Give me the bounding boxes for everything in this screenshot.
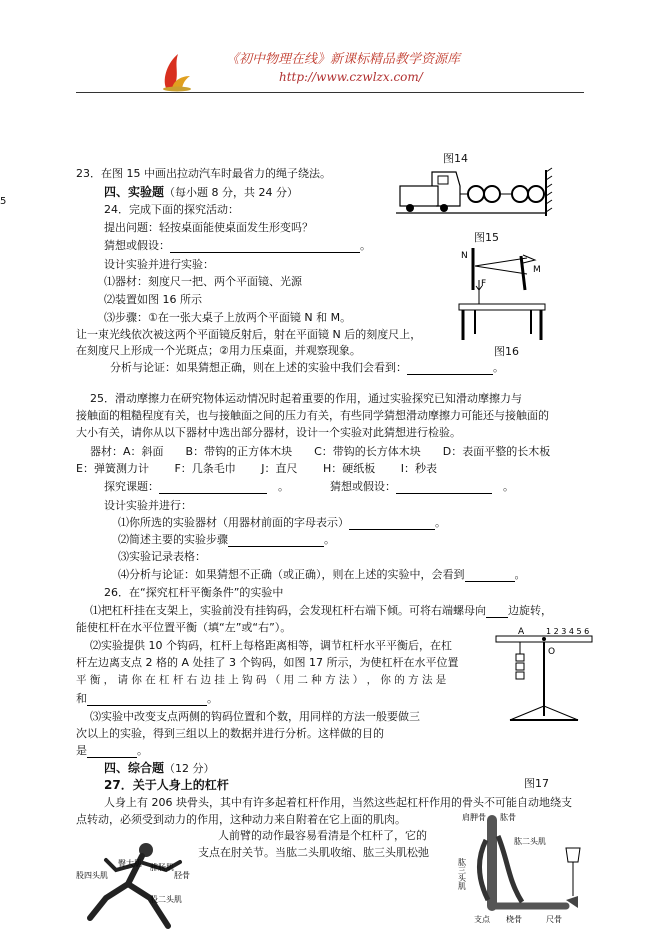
q25-sub4-label: ⑷分析与论证：如果猜想不正确（或正确），则在上述的实验中，会看到: [118, 568, 465, 581]
q24-analysis: 分析与论证：如果猜想正确，则在上述的实验中我们会看到： 。: [110, 361, 504, 374]
q26-line1a: ⑴把杠杆挂在支架上，实验前没有挂钩码，会发现杠杆右端下倾。可将右端螺母向: [90, 604, 486, 617]
runner-label-3: 胫骨: [174, 871, 190, 880]
q26-direction-blank[interactable]: [486, 606, 508, 618]
logo-icon: [160, 52, 194, 92]
q24-intro: 24．完成下面的探究活动：: [104, 203, 239, 216]
fig15-caption: 图15: [474, 231, 499, 244]
q24-step1: ⑶步骤：①在一张大桌子上放两个平面镜 N 和 M。: [104, 311, 352, 324]
q24-hypothesis-blank[interactable]: [170, 241, 360, 253]
q24-hypothesis-label: 猜想或假设：: [104, 239, 170, 252]
q25-sub2: ⑵简述主要的实验步骤 。: [118, 533, 335, 546]
q25-line2: 接触面的粗糙程度有关，也与接触面之间的压力有关，有些同学猜想滑动摩擦力可能还与接触面的: [76, 409, 549, 422]
fig16-label-n: N: [461, 251, 468, 261]
fig16-label-f: F: [481, 279, 487, 289]
q25-sub1: ⑴你所选的实验器材（用器材前面的字母表示） 。: [118, 516, 446, 529]
section-comprehensive-label: 四、综合题: [104, 761, 165, 775]
q27-line1: 人身上有 206 块骨头，其中有许多起着杠杆作用，当然这些起杠杆作用的骨头不可能自动地绕支: [104, 796, 572, 809]
q27-line4: 支点在肘关节。当肱二头肌收缩、肱三头肌松弛: [198, 846, 429, 859]
q25-topic-label: 探究课题：: [104, 480, 159, 493]
fig17-caption: 图17: [524, 777, 549, 790]
arm-label-0: 肩胛骨: [462, 813, 486, 822]
q27-line3: 人前臂的动作最容易看清是个杠杆了，它的: [218, 829, 427, 842]
q24-design: 设计实验并进行实验：: [104, 258, 214, 271]
q25-hypothesis-blank[interactable]: [396, 482, 492, 494]
q26-line1b: 边旋转，: [508, 604, 552, 617]
fig16-table-diagram: [455, 246, 555, 342]
header-rule: [76, 92, 584, 93]
q25-design: 设计实验并进行：: [104, 499, 192, 512]
fig16-label-m: M: [533, 265, 541, 275]
fig17-label-o: O: [548, 647, 556, 657]
header-url[interactable]: http://www.czwlzx.com/: [279, 70, 423, 84]
q26-line1: [90, 602, 552, 618]
arm-label-2: 肱二头肌: [514, 837, 546, 846]
header-title: 《初中物理在线》新课标精品教学资源库: [226, 52, 461, 67]
q25-hypothesis: 猜想或假设： 。: [330, 480, 514, 493]
q25-sub2-label: ⑵简述主要的实验步骤: [118, 533, 228, 546]
q25-sub4-blank[interactable]: [465, 570, 515, 582]
q26-line5: 平 衡 ， 请 你 在 杠 杆 右 边 挂 上 钩 码 （ 用 二 种 方 法 ） ， 你 的 方 法 是: [76, 674, 447, 686]
q26-line9: 是 。: [76, 744, 148, 757]
q24-step3: 在刻度尺上形成一个光斑点；②用力压桌面，并观察现象。: [76, 344, 361, 357]
q25-sub3: ⑶实验记录表格：: [118, 550, 206, 563]
q24-setup: ⑵装置如图 16 所示: [104, 293, 202, 306]
q24-analysis-blank[interactable]: [407, 363, 493, 375]
q23-text: 23．在图 15 中画出拉动汽车时最省力的绳子绕法。: [76, 167, 331, 180]
q24-hypothesis: 猜想或假设： 。: [104, 239, 371, 252]
q26-line6: 和 。: [76, 692, 218, 705]
q25-sub1-label: ⑴你所选的实验器材（用器材前面的字母表示）: [118, 516, 349, 529]
q26-line6-label: 和: [76, 692, 87, 705]
q26-intro: 26．在“探究杠杆平衡条件”的实验中: [104, 586, 284, 599]
fig17-scale: 1 2 3 4 5 6: [546, 627, 590, 636]
q25-equip2: E：弹簧测力计 F：几条毛巾 J：直尺 H：硬纸板 I：秒表: [76, 462, 438, 475]
fig15-car-diagram: [396, 164, 560, 224]
header-logo: [160, 52, 194, 92]
q26-purpose-blank[interactable]: [87, 746, 137, 758]
q24-equip: ⑴器材：刻度尺一把、两个平面镜、光源: [104, 275, 302, 288]
arm-label-1: 肱骨: [500, 813, 516, 822]
section-experiment-label: 四、实验题: [104, 185, 165, 199]
q24-question: 提出问题：轻按桌面能使桌面发生形变吗？: [104, 221, 313, 234]
runner-label-2: 腓肠肌: [150, 863, 174, 872]
q26-method-blank[interactable]: [87, 694, 207, 706]
runner-label-1: 股四头肌: [76, 871, 108, 880]
section-comprehensive-note: （12 分）: [164, 762, 215, 775]
section-experiment: [104, 183, 298, 200]
runner-label-4: 股二头肌: [150, 895, 182, 904]
runner-figure: [76, 840, 196, 932]
fig16-caption: 图16: [494, 345, 519, 358]
q24-step2: 让一束光线依次被这两个平面镜反射后，射在平面镜 N 后的刻度尺上，: [76, 328, 422, 341]
q25-equip1: 器材：A：斜面 B：带钩的正方体木块 C：带钩的长方体木块 D：表面平整的长木板: [90, 445, 551, 458]
q25-topic: 探究课题： 。: [104, 480, 289, 493]
q25-hypothesis-label: 猜想或假设：: [330, 480, 396, 493]
q26-line2: 能使杠杆在水平位置平衡（填“左”或“右”）。: [76, 621, 292, 634]
arm-label-3: 肱三头肌: [457, 858, 467, 890]
q25-topic-blank[interactable]: [159, 482, 267, 494]
q25-sub4: ⑷分析与论证：如果猜想不正确（或正确），则在上述的实验中，会看到 。: [118, 568, 526, 581]
arm-figure: [457, 810, 588, 928]
q25-line3: 大小有关，请你从以下器材中选出部分器材，设计一个实验对此猜想进行检验。: [76, 426, 461, 439]
margin-mark: 5: [0, 196, 7, 207]
q25-line1: 25．滑动摩擦力在研究物体运动情况时起着重要的作用，通过实验探究已知滑动摩擦力与: [90, 392, 522, 405]
q27-title: 27．关于人身上的杠杆: [104, 778, 229, 792]
arm-label-5: 桡骨: [506, 915, 522, 924]
runner-label-0: 臀大肌: [118, 859, 142, 868]
q25-sub1-blank[interactable]: [349, 518, 435, 530]
q26-line8: 次以上的实验，得到三组以上的数据并进行分析。这样做的目的: [76, 727, 384, 740]
q26-line3: ⑵实验提供 10 个钩码，杠杆上每格距离相等，调节杠杆水平平衡后，在杠: [90, 639, 452, 652]
section-experiment-note: （每小题 8 分，共 24 分）: [164, 186, 298, 199]
fig17-label-a: A: [518, 627, 525, 637]
q26-line7: ⑶实验中改变支点两侧的钩码位置和个数，用同样的方法一般要做三: [90, 710, 420, 723]
q26-line4: 杆左边离支点 2 格的 A 处挂了 3 个钩码，如图 17 所示，为使杠杆在水平位置: [76, 656, 459, 669]
fig17-lever-diagram: [490, 624, 600, 728]
arm-label-6: 尺骨: [546, 915, 562, 924]
fig14-caption: 图14: [443, 152, 468, 165]
q25-sub2-blank[interactable]: [228, 535, 324, 547]
section-comprehensive: [104, 759, 215, 776]
q26-line9-label: 是: [76, 744, 87, 757]
arm-label-4: 支点: [474, 915, 490, 924]
q24-analysis-label: 分析与论证：如果猜想正确，则在上述的实验中我们会看到：: [110, 361, 407, 374]
q27-line2: 点转动，必须受到动力的作用，这种动力来自附着在它上面的肌肉。: [76, 813, 406, 826]
